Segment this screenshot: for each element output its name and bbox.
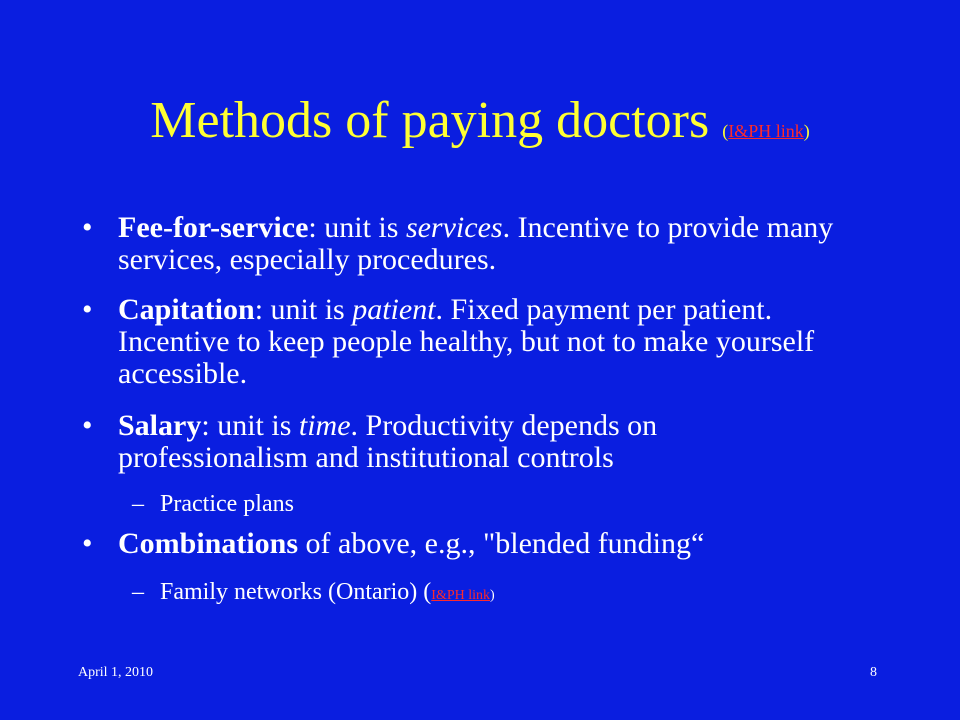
sub-text: Family networks (Ontario) ( (160, 579, 432, 605)
bullet-dot: • (82, 293, 93, 326)
title-text: Methods of paying doctors (150, 92, 710, 149)
bullet-text: of above, e.g., "blended funding“ (298, 527, 705, 560)
bullet-text: unit is (270, 293, 353, 326)
bullet-fee-for-service (82, 211, 838, 276)
bullet-dot: • (82, 527, 93, 560)
sub-dash: – (132, 579, 144, 605)
bullet-italic: patient (352, 293, 436, 326)
bullet-sep: : (201, 409, 218, 442)
footer-date: April 1, 2010 (78, 665, 154, 680)
bullet-sep: : (254, 293, 271, 326)
bullet-text: unit is (217, 409, 299, 442)
subbullet-practice-plans (132, 490, 840, 518)
bullet-italic: time (298, 409, 351, 442)
subbullet-family-networks (132, 578, 840, 610)
bullet-text: unit is (324, 211, 406, 244)
sub-link-close: ) (490, 588, 495, 603)
bullet-text: . Incentive to provide many services, especially procedures. (118, 211, 834, 276)
bullet-dot: • (82, 409, 93, 442)
bullet-term: Fee-for-service (118, 211, 309, 244)
bullet-term: Combinations (118, 527, 299, 560)
bullet-text: . Productivity depends on professionalism and institutional controls (118, 409, 658, 474)
title-link-close: ) (803, 121, 810, 141)
bullet-italic: services (405, 211, 503, 244)
bullet-combinations (82, 527, 838, 560)
sub-dash: – (132, 491, 144, 517)
title-iph-link[interactable]: I&PH link (728, 121, 804, 141)
family-networks-iph-link[interactable]: I&PH link (431, 588, 491, 603)
bullet-term: Salary (118, 409, 202, 442)
bullet-salary (82, 409, 838, 474)
bullet-dot: • (82, 211, 93, 244)
sub-text: Practice plans (160, 491, 294, 517)
bullet-capitation (82, 293, 838, 390)
bullet-text: . Fixed payment per patient. Incentive to keep people healthy, but not to make yourself accessible. (118, 293, 815, 390)
bullet-sep: : (308, 211, 325, 244)
bullet-term: Capitation (118, 293, 255, 326)
footer-page-number: 8 (870, 665, 877, 680)
title-link-open: ( (722, 121, 729, 141)
